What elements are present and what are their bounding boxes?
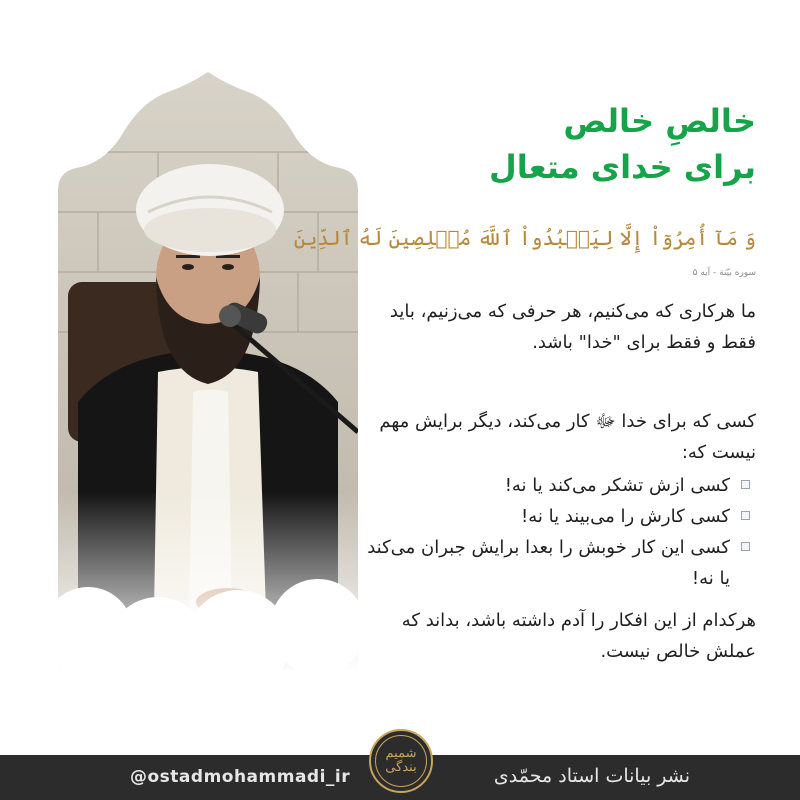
page-title — [356, 98, 756, 190]
brand-logo — [369, 729, 433, 793]
bullet-list — [356, 470, 756, 594]
list-item — [356, 501, 756, 532]
title-line-2: برای خدای متعال — [488, 148, 756, 186]
instagram-handle[interactable]: @ostadmohammadi_ir — [130, 767, 351, 787]
quran-verse: وَ مَآ أُمِرُوٓاْ إِلَّا لِيَعۡبُدُواْ ٱللَّهَ مُخۡلِصِينَ لَهُ ٱلدِّينَ — [293, 226, 756, 250]
publisher-name: نشر بیانات استاد محمّدی — [493, 765, 690, 787]
list-item-text: کسی این کار خوبش را بعدا برایش جبران می‌کند یا نه! — [367, 537, 730, 589]
bullet-square-icon — [741, 542, 750, 551]
verse-reference: سوره بیّنة - آیه ۵ — [692, 268, 756, 278]
bullet-square-icon — [741, 511, 750, 520]
bullet-square-icon — [741, 480, 750, 489]
paragraph-2: کسی که برای خدا ﷻ کار می‌کند، دیگر برایش مهم نیست که: — [379, 411, 756, 463]
list-item — [356, 532, 756, 594]
speaker-photo — [58, 72, 358, 672]
paragraph-1: ما هرکاری که می‌کنیم، هر حرفی که می‌زنیم، باید فقط و فقط برای "خدا" باشد. — [389, 301, 756, 353]
logo-text: شمیم بندگی — [375, 735, 427, 787]
list-item — [356, 470, 756, 501]
list-item-text: کسی کارش را می‌بیند یا نه! — [521, 506, 730, 527]
paragraph-3: هرکدام از این افکار را آدم داشته باشد، بداند که عملش خالص نیست. — [401, 610, 756, 662]
title-line-1: خالصِ خالص — [563, 102, 756, 140]
speaker-photo-illustration — [58, 72, 358, 672]
list-item-text: کسی ازش تشکر می‌کند یا نه! — [504, 475, 730, 496]
